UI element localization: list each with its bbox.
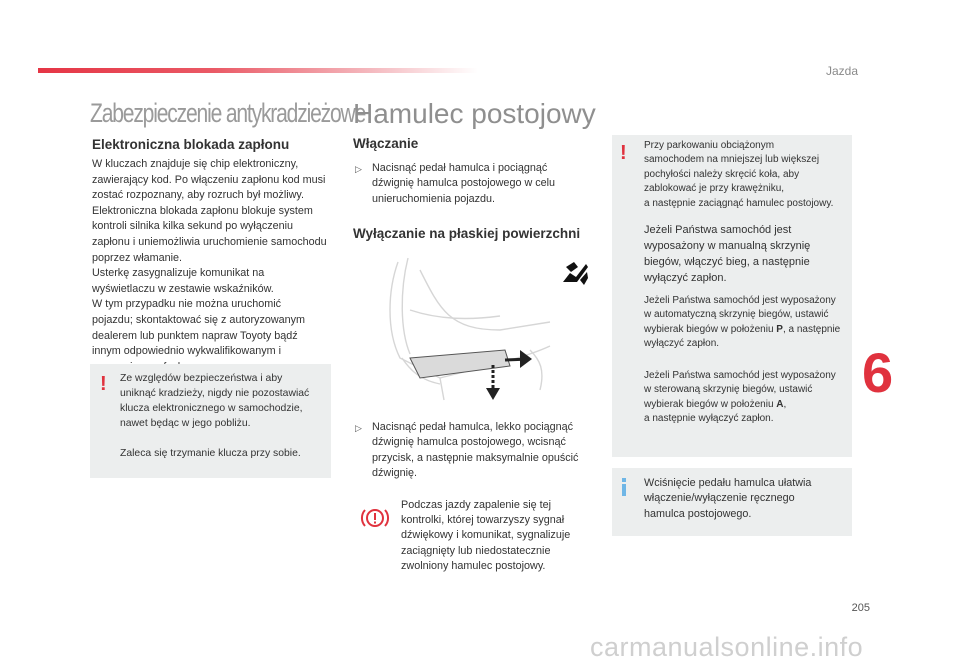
immobilizer-body: W kluczach znajduje się chip elektroniczny, zawierający kod. Po włączeniu zapłonu kod musi zostać rozpoznany, aby rozruch był możliwy. Elektroniczna blokada zapłonu blokuje system kontroli silnika kilka sekund po wyłączeniu zapłonu i uniemożliwia uruchomienie samochodu poprzez włamanie. Usterkę zasygnalizuje komunikat na wyświetlaczu w zestawie wskaźników. W tym przypadku nie można uruchomić pojazdu; skontaktować się z autoryzowanym dealerem lub punktem napraw Toyoty bądź innym odpowiednio wykwalifikowanym i (92, 158, 327, 358)
bullet-triangle-icon: ▷ (355, 423, 362, 433)
release-heading: Wyłączanie na płaskiej powierzchni (353, 226, 581, 241)
manual-gearbox-text: Jeżeli Państwa samochód jest wyposażony w manualną skrzynię biegów, włączyć bieg, a następnie wyłączyć zapłon. (644, 224, 811, 284)
release-step: Nacisnąć pedał hamulca, lekko pociągnąć dźwignię hamulca postojowego, wcisnąć przycisk, a następnie maksymalnie opuścić dźwignię. (372, 421, 579, 480)
brake-warning-light-text: Podczas jazdy zapalenie się tej kontrolki, której towarzyszy sygnał dźwiękowy i komunikat, sygnalizuje zaciągnięty lub niedostatecznie zwolniony hamulec postojowy. (401, 499, 571, 572)
immobilizer-warning-text: Ze względów bezpieczeństwa i aby uniknąć kradzieży, nigdy nie pozostawiać klucza elektronicznego w samochodzie, nawet będąc w jego pobliżu. Zaleca się trzymanie klucza przy sobie. (120, 373, 310, 459)
automatic-gearbox-text: Jeżeli Państwa samochód jest wyposażony w automatyczną skrzynię biegów, ustawić wybierak biegów w położeniu P, a następnie wyłączyć zapłon. (644, 295, 841, 350)
warning-exclamation-icon: ! (620, 142, 627, 164)
engage-heading: Włączanie (353, 136, 419, 151)
warning-exclamation-icon: ! (100, 373, 107, 395)
info-text: Wciśnięcie pedału hamulca ułatwia włączenie/wyłączenie ręcznego hamulca postojowego. (644, 477, 812, 520)
header-accent-bar (38, 68, 478, 73)
info-icon (620, 478, 628, 496)
semi-automatic-gearbox-text: Jeżeli Państwa samochód jest wyposażony w sterowaną skrzynię biegów, ustawić wybierak biegów w położeniu A, a następnie wyłączyć zapłon. (644, 370, 836, 425)
chapter-label: Jazda (825, 64, 858, 78)
section-title-parking-brake: Hamulec postojowy (353, 98, 596, 129)
parking-warning-text: Przy parkowaniu obciążonym samochodem na mniejszej lub większej pochyłości należy skręcić koła, aby zablokować je przy krawężniku, a następnie zaciągnąć hamulec postojowy. (644, 140, 834, 209)
watermark: carmanualsonline.info (590, 632, 864, 662)
chapter-number: 6 (862, 341, 894, 404)
engage-step: Nacisnąć pedał hamulca i pociągnąć dźwignię hamulca postojowego w celu unieruchomienia pojazdu. (372, 162, 556, 205)
page-number: 205 (851, 602, 870, 614)
section-title-anti-theft: Zabezpieczenie antykradzieżowe (90, 98, 366, 128)
bullet-triangle-icon: ▷ (355, 164, 362, 174)
brake-warning-light-icon (360, 505, 390, 531)
hand-brake-pictogram-icon (560, 258, 590, 288)
immobilizer-heading: Elektroniczna blokada zapłonu (92, 137, 290, 152)
